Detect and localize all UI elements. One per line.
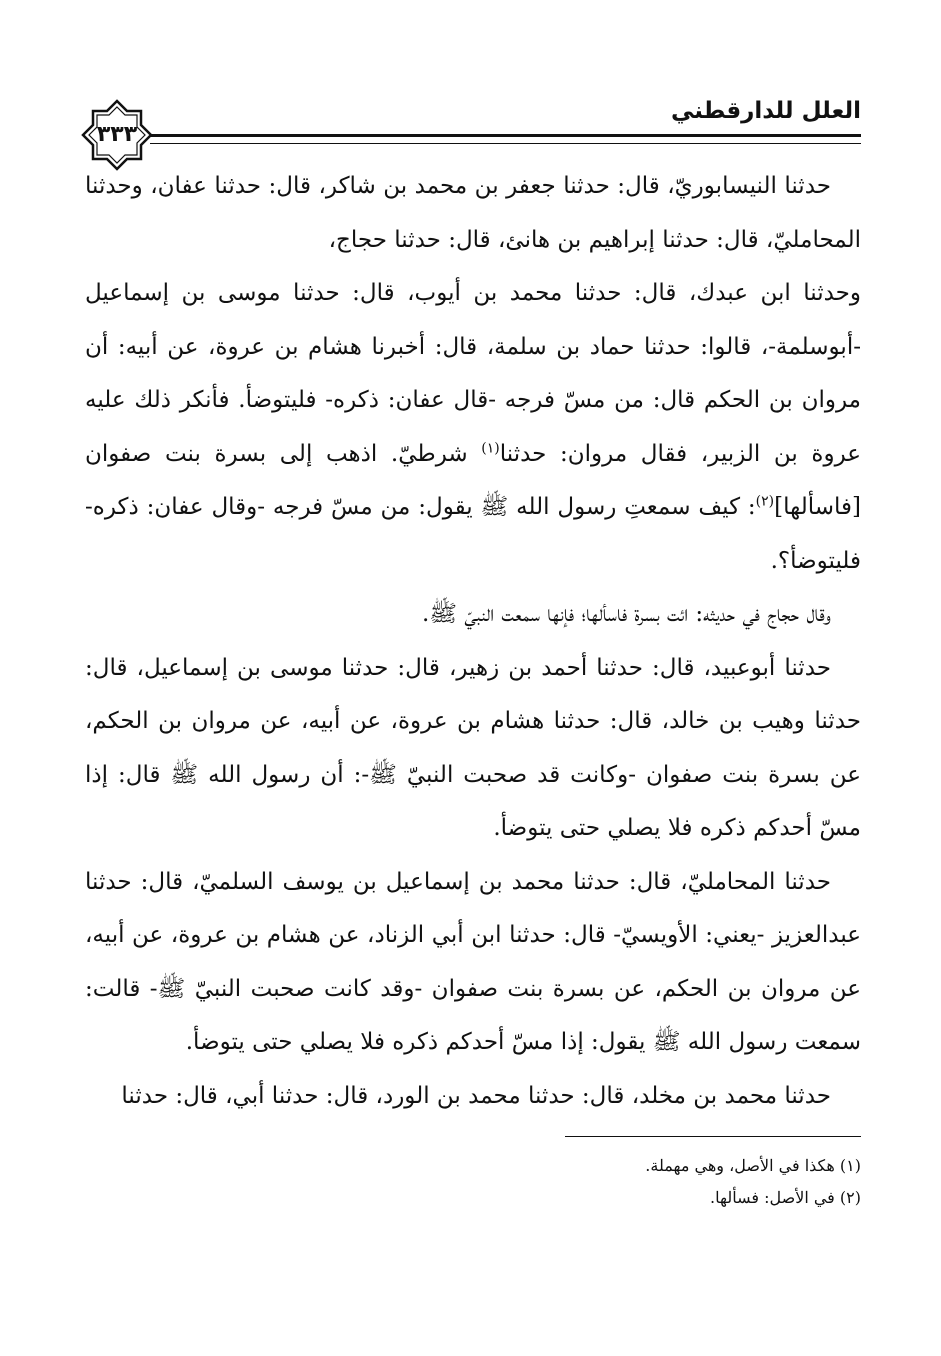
paragraph <box>85 856 861 1070</box>
paragraph <box>85 267 861 588</box>
footnotes <box>85 1150 861 1214</box>
paragraph-text: : كيف سمعتِ رسول الله ﷺ يقول: من مسّ فرجه -وقال عفان: ذكره- فليتوضأ؟. <box>85 494 861 574</box>
main-text <box>85 160 861 1123</box>
paragraph-text: شرطيّ. اذهب إلى بسرة بنت صفوان [فاسألها] <box>85 440 861 520</box>
footnote-separator <box>565 1136 861 1137</box>
paragraph <box>85 160 861 267</box>
footnote-marker: (١) <box>481 439 500 456</box>
footnote: (١) هكذا في الأصل، وهي مهملة. <box>645 1156 861 1175</box>
page-number: ٣٣٣ <box>96 122 138 147</box>
paragraph-text: وحدثنا ابن عبدك، قال: حدثنا محمد بن أيوب، قال: حدثنا موسى بن إسماعيل -أبوسلمة-، قالوا: حدثنا حماد بن سلمة، قال: أخبرنا هشام بن عروة، عن أبيه: أن مروان بن الحكم قال: من مسّ فرجه -قال عفان: ذكره- فليتوضأ. فأنكر ذلك عليه عروة بن الزبير، فقال مروان: حدثنا <box>85 280 861 467</box>
paragraph-text: حدثنا أبوعبيد، قال: حدثنا أحمد بن زهير، قال: حدثنا موسى بن إسماعيل، قال: حدثنا وهيب بن خالد، قال: حدثنا هشام بن عروة، عن أبيه، عن مروان بن الحكم، عن بسرة بنت صفوان -وكانت قد صحبت النبيّ ﷺ-: أن رسول الله ﷺ قال: إذا مسّ أحدكم ذكره فلا يصلي حتى يتوضأ. <box>85 654 861 841</box>
paragraph-text: وقال حجاج في حديثه: ائت بسرة فاسألها؛ فإنها سمعت النبيّ ﷺ. <box>422 601 831 627</box>
paragraph <box>85 642 861 856</box>
paragraph <box>85 588 861 642</box>
paragraph-text: حدثنا النيسابوريّ، قال: حدثنا جعفر بن محمد بن شاكر، قال: حدثنا عفان، وحدثنا المحامليّ، قال: حدثنا إبراهيم بن هانئ، قال: حدثنا حجاج، <box>85 173 861 253</box>
book-title: العلل للدارقطني <box>671 98 861 124</box>
footnote: (٢) في الأصل: فسألها. <box>710 1188 861 1207</box>
paragraph-text: حدثنا محمد بن مخلد، قال: حدثنا محمد بن الورد، قال: حدثنا أبي، قال: حدثنا <box>121 1082 831 1109</box>
paragraph-text: حدثنا المحامليّ، قال: حدثنا محمد بن إسماعيل بن يوسف السلميّ، قال: حدثنا عبدالعزيز -يعني: الأويسيّ- قال: حدثنا ابن أبي الزناد، عن هشام بن عروة، عن أبيه، عن مروان بن الحكم، عن بسرة بنت صفوان -وقد كانت صحبت النبيّ ﷺ- قالت: سمعت رسول الله ﷺ يقول: إذا مسّ أحدكم ذكره فلا يصلي حتى يتوضأ. <box>85 868 861 1055</box>
footnote-marker: (٢) <box>755 493 775 510</box>
paragraph <box>85 1070 861 1124</box>
header-rule <box>150 134 861 144</box>
page-header <box>80 98 861 158</box>
